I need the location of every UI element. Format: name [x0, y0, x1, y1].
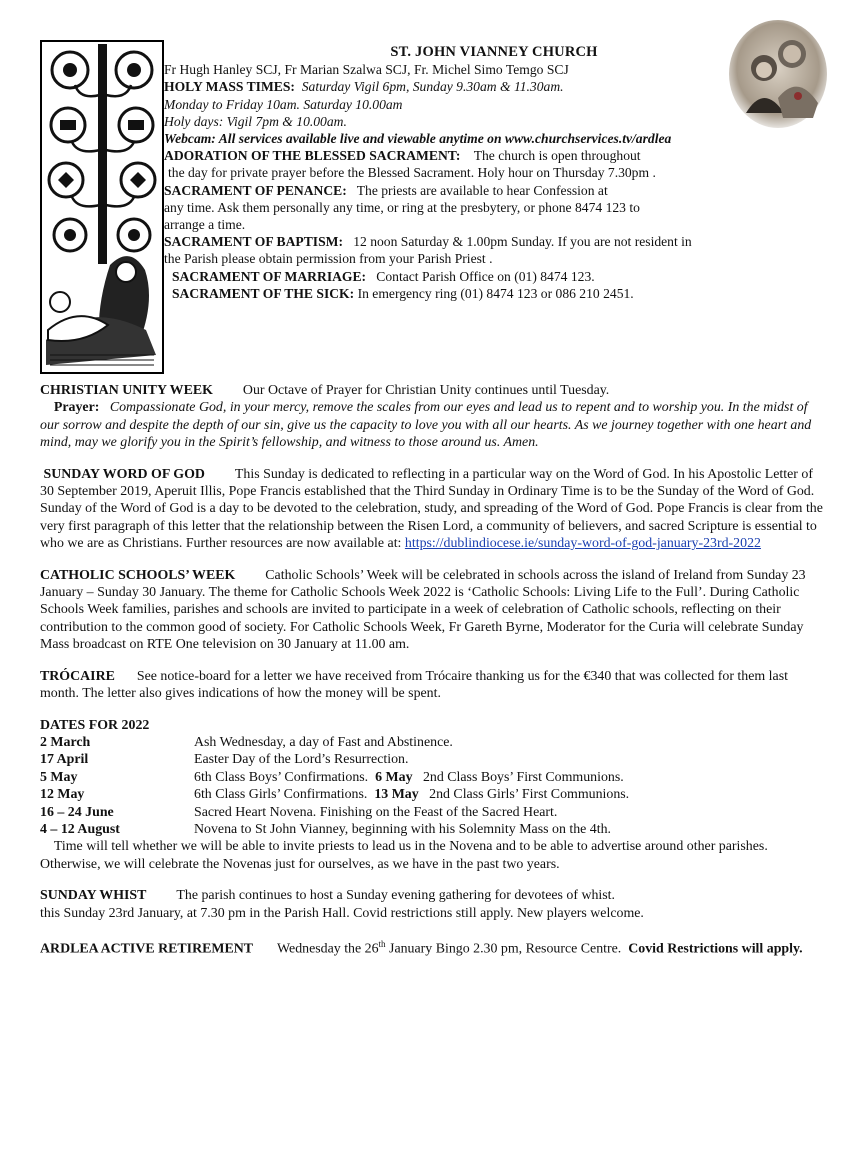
priests-line: Fr Hugh Hanley SCJ, Fr Marian Szalwa SCJ, Fr. Michel Simo Temgo SCJ	[164, 62, 569, 78]
dates-row	[40, 786, 629, 803]
baptism-text: 12 noon Saturday & 1.00pm Sunday. If you are not resident in	[353, 234, 692, 250]
mass-times-label: HOLY MASS TIMES:	[164, 79, 295, 95]
sick-label: SACRAMENT OF THE SICK:	[172, 285, 355, 301]
baptism-label: SACRAMENT OF BAPTISM:	[164, 234, 343, 250]
dates-row-date: 2 March	[40, 734, 91, 750]
church-title: ST. JOHN VIANNEY CHURCH	[390, 44, 598, 60]
penance-label: SACRAMENT OF PENANCE:	[164, 182, 347, 198]
webcam-line: Webcam: All services available live and viewable anytime on www.churchservices.tv/ardlea	[164, 131, 672, 147]
dates-row-event-text: Novena to St John Vianney, beginning with his Solemnity Mass on the 4th.	[194, 821, 612, 837]
dates-row-date2: 6 May	[375, 769, 413, 785]
mass-times-text: Saturday Vigil 6pm, Sunday 9.30am & 11.30am.	[301, 79, 564, 95]
unity-heading: CHRISTIAN UNITY WEEK	[40, 383, 213, 398]
section-christian-unity	[40, 382, 830, 452]
adoration-line	[164, 147, 824, 164]
word-text: This Sunday is dedicated to reflecting in a particular way on the Word of God. In his Apostolic Letter of 30 September 2019, Aperuit Illis, Pope Francis established that the Third Sunday in Ordinary Time is to be the Sunday of the Word of God. Sunday of the Word of God is a day to be devoted to the celebration, study, and spreading of the Word of God. Pope Francis is clear from the very first paragraph of this letter that the relationship between the Risen Lord, a community of believers, and sacred Scripture is essential to who we are as Christians. Further resources are now available at:	[40, 466, 823, 552]
dates-row	[40, 804, 629, 821]
section-retirement	[40, 936, 830, 958]
baptism-line	[164, 233, 824, 250]
dates-row-event	[194, 769, 629, 786]
marriage-label: SACRAMENT OF MARRIAGE:	[172, 268, 367, 284]
sick-text: In emergency ring (01) 8474 123 or 086 210 2451.	[357, 285, 634, 301]
dates-row	[40, 734, 629, 751]
dates-row-event-text2: 2nd Class Boys’ First Communions.	[422, 769, 624, 785]
retirement-heading: ARDLEA ACTIVE RETIREMENT	[40, 941, 254, 957]
retirement-text-post: January Bingo 2.30 pm, Resource Centre.	[385, 941, 622, 957]
dates-row-date2: 13 May	[374, 787, 419, 803]
unity-intro: Our Octave of Prayer for Christian Unity continues until Tuesday.	[242, 383, 610, 398]
mass-times-line	[164, 78, 824, 95]
newsletter-body	[40, 382, 830, 968]
retirement-bold: Covid Restrictions will apply.	[628, 941, 803, 957]
word-of-god-link[interactable]: https://dublindiocese.ie/sunday-word-of-god-january-23rd-2022	[404, 536, 761, 552]
schools-text: Catholic Schools’ Week will be celebrated in schools across the island of Ireland from Sunday 23 January – Sunday 30 January. The theme for Catholic Schools Week 2022 is ‘Catholic Schools: Living Life to the Full’. During Catholic Schools Week families, parishes and schools are invited to participate in a week of celebration of Catholic schools, reflecting on their contribution to the common good of society. For Catholic Schools Week, Fr Gareth Byrne, Moderator for the Curia will celebrate Sunday Mass broadcast on RTE One television on 30 January at 11.00 am.	[40, 567, 806, 653]
schools-heading: CATHOLIC SCHOOLS’ WEEK	[40, 567, 236, 583]
dates-row	[40, 821, 629, 838]
section-trocaire	[40, 668, 830, 703]
retirement-text: Wednesday the 26	[277, 941, 379, 957]
penance-text: The priests are available to hear Confession at	[356, 182, 608, 198]
dates-row-event	[194, 751, 629, 768]
dates-row-event	[194, 734, 629, 751]
dates-row-event	[194, 786, 629, 803]
marriage-line	[164, 268, 824, 285]
whist-text-2: this Sunday 23rd January, at 7.30 pm in the Parish Hall. Covid restrictions still apply. New players welcome.	[40, 905, 644, 921]
dates-row-event-text: 6th Class Girls’ Confirmations.	[194, 787, 368, 803]
dates-row-event-text: Easter Day of the Lord’s Resurrection.	[194, 752, 409, 768]
prayer-label: Prayer:	[53, 400, 100, 416]
adoration-label: ADORATION OF THE BLESSED SACRAMENT:	[164, 148, 461, 164]
dates-row	[40, 751, 629, 768]
trocaire-heading: TRÓCAIRE	[40, 668, 115, 684]
section-dates	[40, 717, 830, 874]
section-word-of-god	[40, 466, 830, 553]
dates-row-date: 5 May	[40, 769, 78, 785]
penance-line	[164, 182, 824, 199]
dates-note	[40, 838, 830, 873]
whist-text-1: The parish continues to host a Sunday evening gathering for devotees of whist.	[176, 888, 616, 904]
dates-row-event	[194, 804, 629, 821]
dates-heading: DATES FOR 2022	[40, 717, 150, 733]
baptism-line-2: the Parish please obtain permission from your Parish Priest .	[164, 251, 493, 267]
word-heading: SUNDAY WORD OF GOD	[43, 466, 205, 482]
retirement-sup: th	[378, 938, 386, 949]
dates-row	[40, 769, 629, 786]
weekday-mass-line: Monday to Friday 10am. Saturday 10.00am	[164, 96, 403, 112]
trocaire-text: See notice-board for a letter we have received from Trócaire thanking us for the €340 that was collected for them last month. The letter also gives indications of how the money will be spent.	[40, 668, 788, 702]
holyday-mass-line: Holy days: Vigil 7pm & 10.00am.	[164, 113, 347, 129]
section-catholic-schools	[40, 567, 830, 654]
dates-row-date: 16 – 24 June	[40, 804, 114, 820]
prayer-text: Compassionate God, in your mercy, remove the scales from our eyes and lead us to repent and to worship you. In the midst of our sorrow and despite the depth of our sin, give us the capacity to love you with all our hearts. As we journey together with one heart and mind, may we glorify you in the Spirit’s fellowship, and witness to those around us. Amen.	[40, 400, 812, 451]
dates-row-event-text: Sacred Heart Novena. Finishing on the Feast of the Sacred Heart.	[194, 804, 558, 820]
whist-heading: SUNDAY WHIST	[40, 888, 147, 904]
dates-row-event-text2: 2nd Class Girls’ First Communions.	[429, 787, 630, 803]
penance-line-2: any time. Ask them personally any time, or ring at the presbytery, or phone 8474 123 to	[164, 199, 640, 215]
dates-table	[40, 734, 629, 838]
woodcut-illustration	[40, 40, 164, 374]
dates-row-date: 12 May	[40, 787, 85, 803]
parish-header	[164, 44, 824, 302]
sick-line	[164, 285, 824, 302]
dates-row-event-text: 6th Class Boys’ Confirmations.	[194, 769, 369, 785]
dates-row-date: 4 – 12 August	[40, 821, 120, 837]
dates-note-text: Time will tell whether we will be able to invite priests to lead us in the Novena and to be able to advertise around other parishes. Otherwise, we will celebrate the Novenas just for ourselves, as we have in the past two years.	[40, 839, 768, 872]
dates-row-event-text: Ash Wednesday, a day of Fast and Abstinence.	[194, 734, 453, 750]
section-whist	[40, 887, 830, 922]
marriage-text: Contact Parish Office on (01) 8474 123.	[376, 268, 595, 284]
penance-line-3: arrange a time.	[164, 217, 246, 233]
dates-row-date: 17 April	[40, 752, 89, 768]
adoration-line-2: the day for private prayer before the Blessed Sacrament. Holy hour on Thursday 7.30pm .	[168, 165, 656, 181]
adoration-text: The church is open throughout	[473, 148, 641, 164]
dates-row-event	[194, 821, 629, 838]
